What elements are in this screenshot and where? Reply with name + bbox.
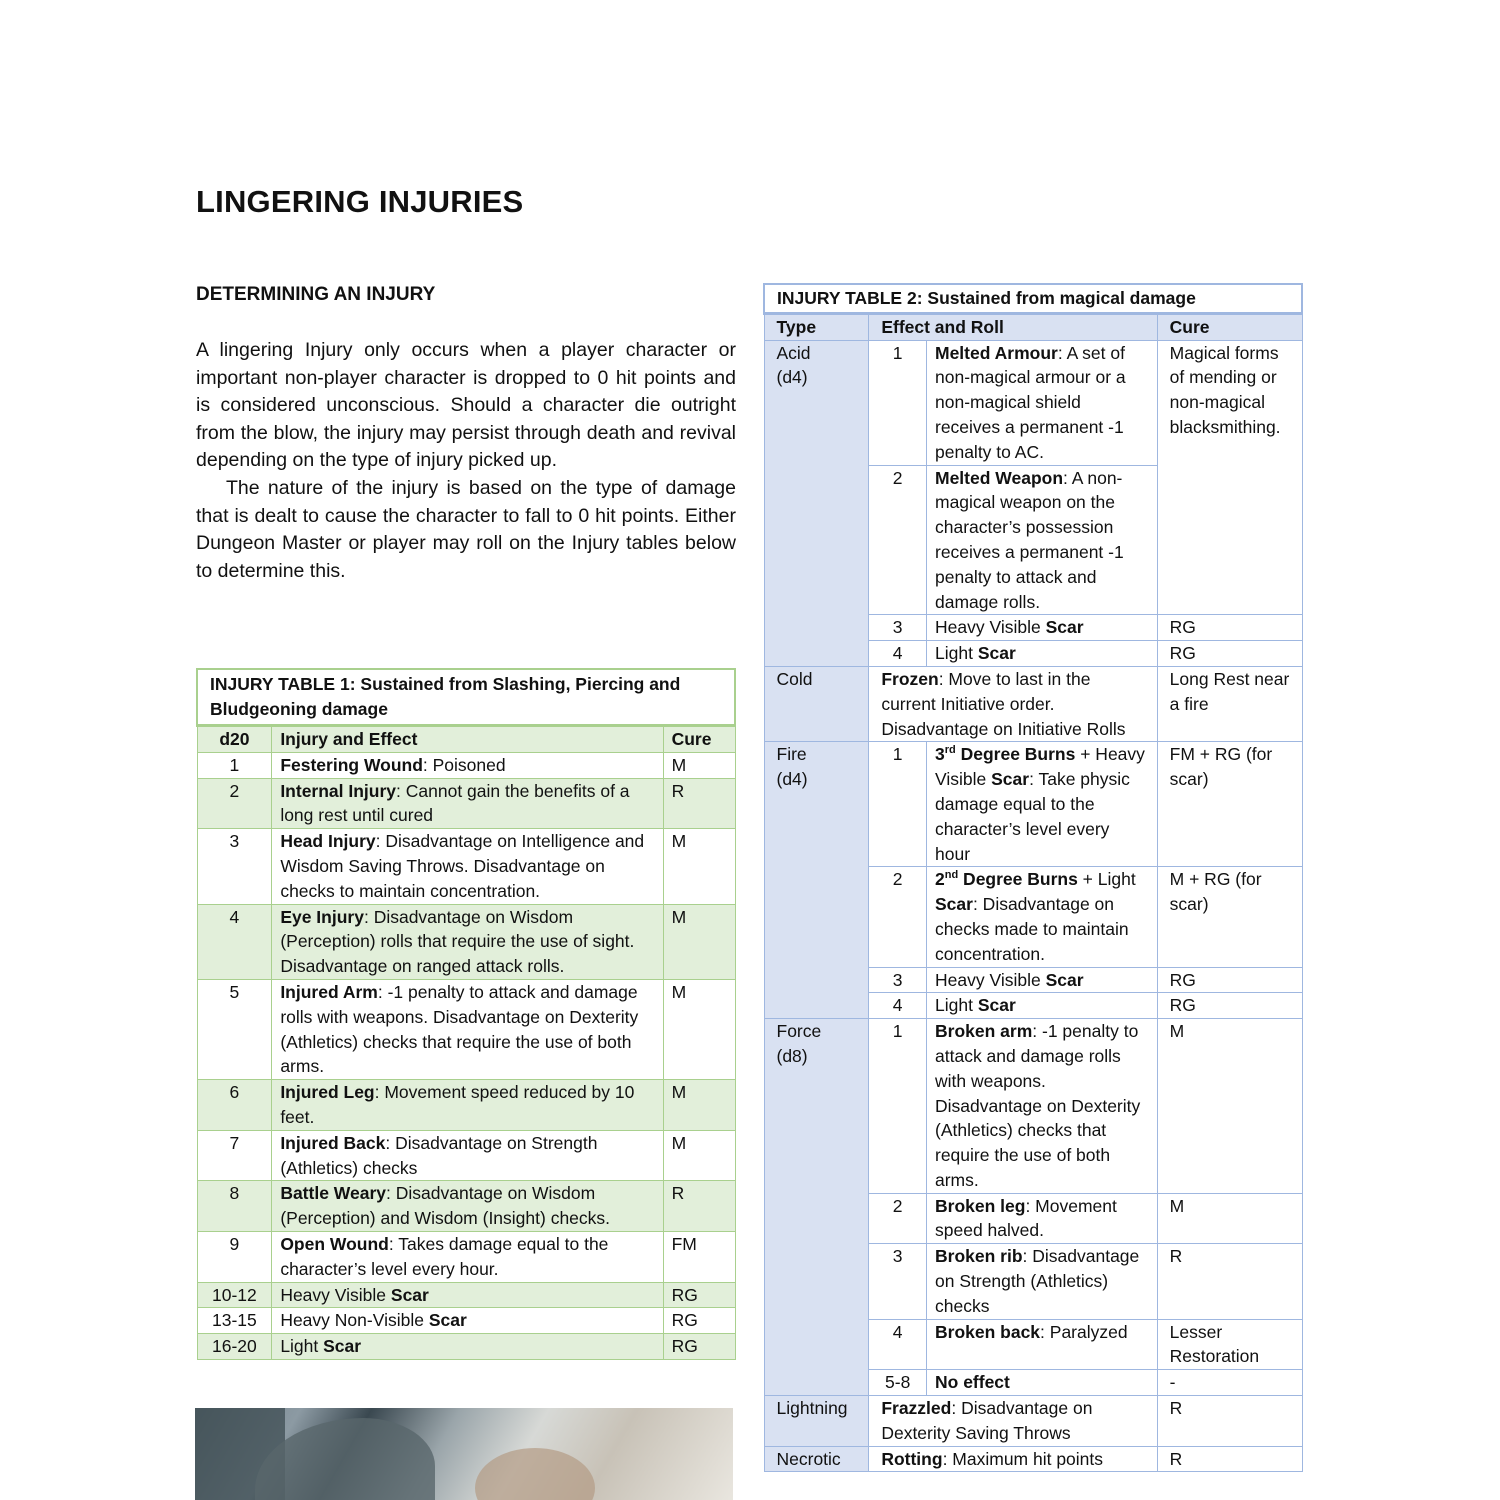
effect-cell bbox=[927, 993, 1158, 1019]
injury-effect: : Takes damage equal to the character’s level every hour. bbox=[280, 1233, 609, 1279]
column-header: Cure bbox=[1157, 313, 1302, 340]
effect-cell bbox=[927, 1370, 1158, 1396]
injury-prefix: Heavy Visible bbox=[935, 617, 1046, 638]
cure-cell: RG bbox=[1157, 615, 1302, 641]
injury-name: Scar bbox=[977, 643, 1016, 664]
column-header: Type bbox=[764, 313, 869, 340]
injury-effect: : Movement speed reduced by 10 feet. bbox=[280, 1082, 635, 1127]
column-header: d20 bbox=[197, 726, 272, 753]
cure-cell: M bbox=[1157, 1019, 1302, 1194]
effect-cell bbox=[927, 465, 1158, 615]
injury-name: No effect bbox=[935, 1372, 1010, 1393]
table-row bbox=[197, 904, 735, 979]
roll-cell: 3 bbox=[869, 967, 927, 993]
injury-effect: : Cannot gain the benefits of a long rest until cured bbox=[280, 780, 630, 826]
roll-cell: 2 bbox=[869, 867, 927, 967]
cure-cell: RG bbox=[663, 1308, 735, 1334]
injury-effect: : A non-magical weapon on the character’s possession receives a permanent -1 penalty to attack and damage rolls. bbox=[935, 467, 1124, 612]
cure-cell: FM + RG (for scar) bbox=[1157, 742, 1302, 867]
ordinal-suffix: rd bbox=[944, 744, 956, 757]
cure-cell: RG bbox=[663, 1334, 735, 1360]
column-header: Injury and Effect bbox=[272, 726, 663, 753]
injury-effect: : Disadvantage on Wisdom (Perception) and Wisdom (Insight) checks. bbox=[280, 1183, 611, 1229]
damage-type: Acid bbox=[776, 342, 811, 363]
effect-cell bbox=[927, 615, 1158, 641]
roll-cell: 1 bbox=[869, 1019, 927, 1194]
damage-type: Cold bbox=[764, 666, 869, 741]
effect-cell bbox=[927, 1193, 1158, 1244]
roll-cell: 4 bbox=[869, 641, 927, 667]
roll-cell: 3 bbox=[869, 1244, 927, 1319]
effect-cell bbox=[272, 778, 663, 829]
cure-cell: - bbox=[1157, 1370, 1302, 1396]
effect-cell bbox=[927, 641, 1158, 667]
injury-name: Rotting bbox=[881, 1448, 943, 1469]
injury-name: Broken leg bbox=[935, 1195, 1026, 1216]
cure-cell: RG bbox=[1157, 993, 1302, 1019]
injury-prefix: Heavy Non-Visible bbox=[280, 1310, 429, 1331]
section-title: DETERMINING AN INJURY bbox=[196, 284, 436, 305]
injury-prefix: Light bbox=[280, 1336, 324, 1357]
injury-prefix: Heavy Visible bbox=[280, 1284, 391, 1305]
roll-cell: 4 bbox=[869, 993, 927, 1019]
cure-cell: RG bbox=[1157, 967, 1302, 993]
page-title: LINGERING INJURIES bbox=[196, 184, 524, 219]
roll-cell: 1 bbox=[869, 340, 927, 465]
roll-cell: 3 bbox=[869, 615, 927, 641]
effect-cell bbox=[869, 666, 1157, 741]
injury-name: Injured Leg bbox=[280, 1082, 375, 1103]
cure-cell: R bbox=[1157, 1396, 1302, 1447]
effect-cell bbox=[927, 340, 1158, 465]
effect-cell bbox=[272, 829, 663, 904]
cure-cell: RG bbox=[1157, 641, 1302, 667]
injury-name: Melted Weapon bbox=[935, 467, 1064, 488]
injury-name: Scar bbox=[323, 1336, 362, 1357]
cure-cell: RG bbox=[663, 1282, 735, 1308]
table-row bbox=[197, 979, 735, 1079]
injury-name: Scar bbox=[977, 995, 1016, 1016]
injury-effect: : Move to last in the current Initiative order. Disadvantage on Initiative Rolls bbox=[881, 668, 1126, 739]
roll-cell: 4 bbox=[869, 1319, 927, 1370]
injury-table-1 bbox=[196, 668, 736, 1360]
roll-cell: 16-20 bbox=[197, 1334, 272, 1360]
roll-cell: 8 bbox=[197, 1181, 272, 1232]
injury-prefix: Light bbox=[935, 995, 978, 1016]
injury-name: Scar bbox=[1045, 617, 1084, 638]
cure-cell: M bbox=[663, 1130, 735, 1181]
damage-type-cell bbox=[764, 340, 869, 666]
damage-type: Necrotic bbox=[764, 1446, 869, 1472]
roll-cell: 5-8 bbox=[869, 1370, 927, 1396]
column-header: Cure bbox=[663, 726, 735, 753]
roll-cell: 5 bbox=[197, 979, 272, 1079]
cure-cell: M bbox=[663, 752, 735, 778]
damage-type-cell bbox=[764, 1019, 869, 1396]
injury-name: Degree Burns bbox=[958, 869, 1078, 890]
table-header-row bbox=[197, 726, 735, 753]
injury-prefix: Light bbox=[935, 643, 978, 664]
cure-cell: Lesser Restoration bbox=[1157, 1319, 1302, 1370]
cure-cell: M bbox=[663, 1080, 735, 1131]
table-row bbox=[197, 1308, 735, 1334]
fantasy-illustration bbox=[195, 1408, 733, 1500]
roll-cell: 4 bbox=[197, 904, 272, 979]
injury-name: Scar bbox=[1045, 969, 1084, 990]
table-row bbox=[197, 1080, 735, 1131]
injury-effect: : Disadvantage on checks made to maintain concentration. bbox=[935, 894, 1129, 964]
table-row bbox=[197, 778, 735, 829]
injury-effect: : Paralyzed bbox=[1040, 1321, 1128, 1342]
injury-combo: + Heavy Visible bbox=[935, 744, 1145, 790]
injury-name: Festering Wound bbox=[280, 754, 423, 775]
burn-degree: 3 bbox=[935, 744, 945, 765]
roll-cell: 2 bbox=[197, 778, 272, 829]
effect-cell bbox=[927, 742, 1158, 867]
damage-die: (d8) bbox=[776, 1045, 808, 1066]
roll-cell: 9 bbox=[197, 1231, 272, 1282]
cure-cell: M bbox=[1157, 1193, 1302, 1244]
effect-cell bbox=[869, 1446, 1157, 1472]
injury-name: Battle Weary bbox=[280, 1183, 387, 1204]
injury-combo: + Light bbox=[1077, 869, 1136, 890]
roll-cell: 3 bbox=[197, 829, 272, 904]
scar-label: Scar bbox=[935, 894, 973, 915]
scar-label: Scar bbox=[991, 769, 1030, 790]
roll-cell: 2 bbox=[869, 1193, 927, 1244]
roll-cell: 6 bbox=[197, 1080, 272, 1131]
injury-effect: : -1 penalty to attack and damage rolls with weapons. Disadvantage on Dexterity (Athletics) checks that require the use of both arms. bbox=[935, 1021, 1141, 1190]
injury-name: Scar bbox=[428, 1310, 467, 1331]
damage-type: Fire bbox=[776, 744, 807, 765]
injury-effect: : Movement speed halved. bbox=[935, 1195, 1117, 1241]
effect-cell bbox=[272, 1334, 663, 1360]
effect-cell bbox=[272, 904, 663, 979]
table-row bbox=[197, 1231, 735, 1282]
cure-cell: R bbox=[1157, 1244, 1302, 1319]
table-row bbox=[197, 1282, 735, 1308]
roll-cell: 1 bbox=[869, 742, 927, 867]
illustration-face bbox=[475, 1448, 595, 1500]
cure-cell: R bbox=[663, 1181, 735, 1232]
injury-effect: : Poisoned bbox=[422, 754, 506, 775]
effect-cell bbox=[927, 1319, 1158, 1370]
injury-name: Frozen bbox=[881, 668, 939, 689]
cure-cell: R bbox=[663, 778, 735, 829]
injury-name: Eye Injury bbox=[280, 906, 364, 927]
table-row bbox=[197, 1334, 735, 1360]
cure-cell: Long Rest near a fire bbox=[1157, 666, 1302, 741]
injury-effect: : Disadvantage on Intelligence and Wisdom Saving Throws. Disadvantage on checks to maintain concentration. bbox=[280, 831, 645, 901]
injury-effect: : Disadvantage on Strength (Athletics) checks bbox=[280, 1132, 598, 1178]
injury-name: Injured Arm bbox=[280, 981, 378, 1002]
injury-effect: : A set of non-magical armour or a non-magical shield receives a permanent -1 penalty to AC. bbox=[935, 342, 1126, 462]
damage-type: Lightning bbox=[764, 1396, 869, 1447]
effect-cell bbox=[272, 1231, 663, 1282]
injury-name: Degree Burns bbox=[955, 744, 1076, 765]
injury-effect: : Disadvantage on Dexterity Saving Throws bbox=[881, 1398, 1093, 1443]
damage-die: (d4) bbox=[776, 769, 808, 790]
table-row bbox=[764, 340, 1302, 465]
cure-cell: FM bbox=[663, 1231, 735, 1282]
injury-effect: : Disadvantage on Strength (Athletics) checks bbox=[935, 1246, 1140, 1316]
injury-prefix: Heavy Visible bbox=[935, 969, 1046, 990]
burn-degree: 2 bbox=[935, 869, 945, 890]
intro-paragraph-2: The nature of the injury is based on the type of damage that is dealt to cause the character to fall to 0 hit points. Either Dungeon Master or player may roll on the Injury tables below to determine this. bbox=[196, 476, 736, 582]
effect-cell bbox=[272, 1130, 663, 1181]
injury-table-2 bbox=[763, 283, 1303, 1472]
table-row bbox=[197, 1130, 735, 1181]
damage-type-cell bbox=[764, 742, 869, 1019]
injury-name: Frazzled bbox=[881, 1398, 952, 1419]
damage-die: (d4) bbox=[776, 367, 808, 388]
table-row bbox=[197, 1181, 735, 1232]
column-header: Effect and Roll bbox=[869, 313, 1157, 340]
cure-cell: Magical forms of mending or non-magical blacksmithing. bbox=[1157, 340, 1302, 615]
effect-cell bbox=[927, 1244, 1158, 1319]
injury-name: Injured Back bbox=[280, 1132, 386, 1153]
intro-text bbox=[196, 337, 736, 585]
injury-name: Broken rib bbox=[935, 1246, 1023, 1267]
effect-cell bbox=[869, 1396, 1157, 1447]
cure-cell: M bbox=[663, 829, 735, 904]
roll-cell: 10-12 bbox=[197, 1282, 272, 1308]
effect-cell bbox=[272, 752, 663, 778]
effect-cell bbox=[927, 867, 1158, 967]
table-row bbox=[764, 742, 1302, 867]
cure-cell: R bbox=[1157, 1446, 1302, 1472]
roll-cell: 7 bbox=[197, 1130, 272, 1181]
effect-cell bbox=[272, 1282, 663, 1308]
cure-cell: M bbox=[663, 904, 735, 979]
injury-name: Broken arm bbox=[935, 1021, 1033, 1042]
cure-cell: M bbox=[663, 979, 735, 1079]
injury-effect: : Take physic damage equal to the character’s level every hour bbox=[935, 769, 1130, 864]
table-row bbox=[764, 1446, 1302, 1472]
ordinal-suffix: nd bbox=[944, 869, 959, 882]
roll-cell: 1 bbox=[197, 752, 272, 778]
injury-effect: : Disadvantage on Wisdom (Perception) rolls that require the use of sight. Disadvantage on ranged attack rolls. bbox=[280, 906, 635, 977]
effect-cell bbox=[272, 979, 663, 1079]
damage-type: Force bbox=[776, 1021, 822, 1042]
effect-cell bbox=[927, 967, 1158, 993]
table-row bbox=[764, 1396, 1302, 1447]
injury-effect: : Maximum hit points bbox=[942, 1448, 1104, 1469]
table-row bbox=[197, 752, 735, 778]
injury-name: Melted Armour bbox=[935, 342, 1058, 363]
injury-name: Open Wound bbox=[280, 1233, 389, 1254]
table-caption: INJURY TABLE 1: Sustained from Slashing, Piercing and Bludgeoning damage bbox=[197, 669, 735, 726]
effect-cell bbox=[272, 1080, 663, 1131]
injury-name: Internal Injury bbox=[280, 780, 397, 801]
injury-name: Broken back bbox=[935, 1321, 1041, 1342]
table-header-row bbox=[764, 313, 1302, 340]
table-row bbox=[197, 829, 735, 904]
roll-cell: 13-15 bbox=[197, 1308, 272, 1334]
injury-effect: : -1 penalty to attack and damage rolls with weapons. Disadvantage on Dexterity (Athletics) checks that require the use of both arms. bbox=[280, 981, 639, 1077]
table-row bbox=[764, 1019, 1302, 1194]
effect-cell bbox=[927, 1019, 1158, 1194]
injury-name: Head Injury bbox=[280, 831, 376, 852]
injury-name: Scar bbox=[390, 1284, 429, 1305]
cure-cell: M + RG (for scar) bbox=[1157, 867, 1302, 967]
intro-paragraph-1: A lingering Injury only occurs when a player character or important non-player character is dropped to 0 hit points and is considered unconscious. Should a character die outright from the blow, the injury may persist through death and revival depending on the type of injury picked up. bbox=[196, 339, 736, 472]
effect-cell bbox=[272, 1181, 663, 1232]
effect-cell bbox=[272, 1308, 663, 1334]
table-caption: INJURY TABLE 2: Sustained from magical damage bbox=[764, 284, 1302, 313]
table-row bbox=[764, 666, 1302, 741]
roll-cell: 2 bbox=[869, 465, 927, 615]
